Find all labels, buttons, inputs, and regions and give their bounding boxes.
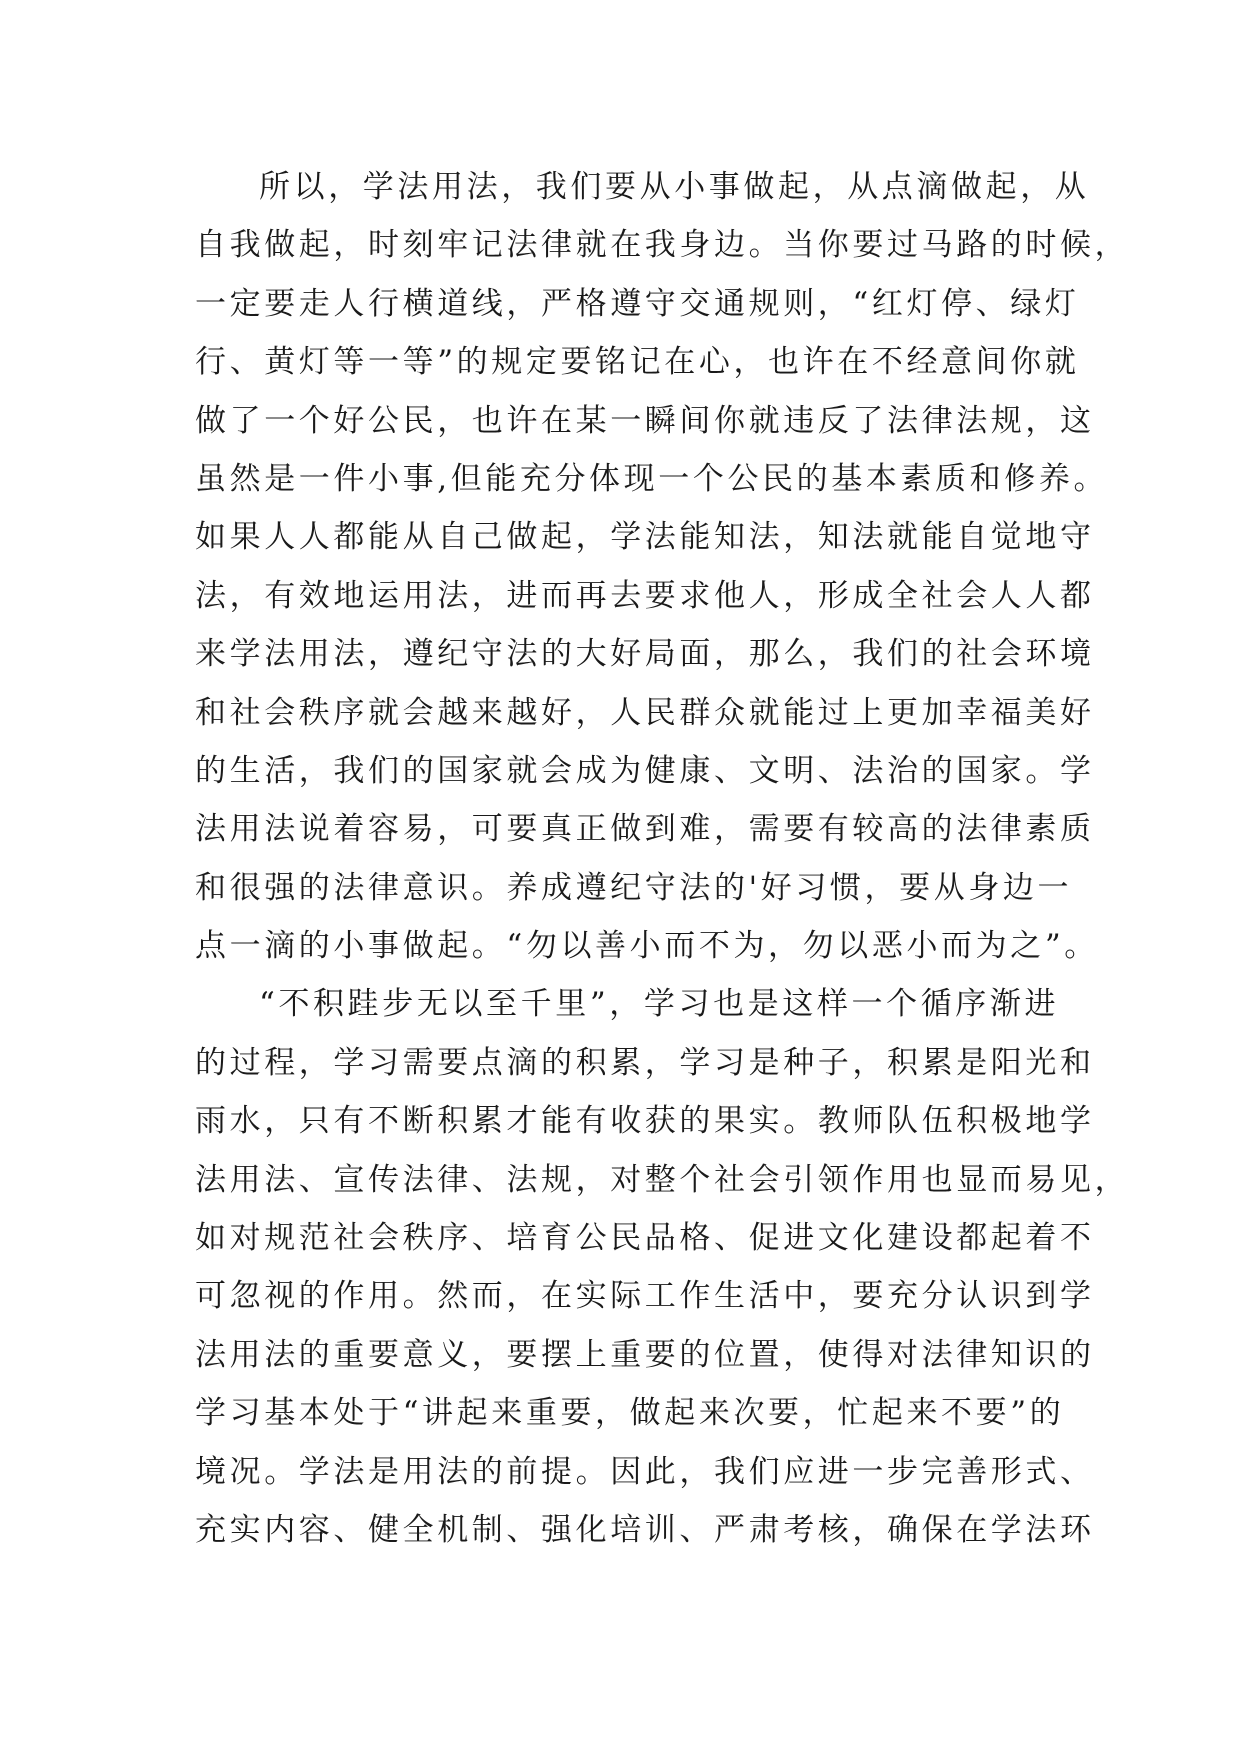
text-line: 法用法的重要意义，要摆上重要的位置，使得对法律知识的: [195, 1336, 1095, 1373]
text-line: 做了一个好公民，也许在某一瞬间你就违反了法律法规，这: [195, 402, 1095, 439]
text-line: 雨水，只有不断积累才能有收获的果实。教师队伍积极地学: [195, 1103, 1095, 1140]
text-line: 一定要走人行横道线，严格遵守交通规则，“红灯停、绿灯: [195, 285, 1080, 322]
paragraph-1: [195, 158, 1130, 975]
text-line: 所以，学法用法，我们要从小事做起，从点滴做起，从: [259, 169, 1090, 205]
text-line: 的生活，我们的国家就会成为健康、文明、法治的国家。学: [195, 752, 1095, 789]
text-line: 法用法、宣传法律、法规，对整个社会引领作用也显而易见，: [195, 1161, 1130, 1198]
text-line: 法用法说着容易，可要真正做到难，需要有较高的法律素质: [195, 811, 1095, 848]
text-line: 如对规范社会秩序、培育公民品格、促进文化建设都起着不: [195, 1220, 1095, 1257]
text-line: 虽然是一件小事,但能充分体现一个公民的基本素质和修养。: [195, 460, 1109, 497]
text-line: 如果人人都能从自己做起，学法能知法，知法就能自觉地守: [195, 519, 1095, 556]
text-line: 和很强的法律意识。养成遵纪守法的'好习惯，要从身边一: [195, 869, 1073, 906]
text-line: 学习基本处于“讲起来重要，做起来次要，忙起来不要”的: [195, 1395, 1065, 1432]
text-line: 点一滴的小事做起。“勿以善小而不为，勿以恶小而为之”。: [195, 928, 1099, 965]
text-line: 和社会秩序就会越来越好，人民群众就能过上更加幸福美好: [195, 694, 1095, 731]
text-line: 的过程，学习需要点滴的积累，学习是种子，积累是阳光和: [195, 1044, 1095, 1081]
text-line: 境况。学法是用法的前提。因此，我们应进一步完善形式、: [195, 1453, 1095, 1490]
text-line: 行、黄灯等一等”的规定要铭记在心，也许在不经意间你就: [195, 344, 1080, 381]
text-line: 法，有效地运用法，进而再去要求他人，形成全社会人人都: [195, 577, 1095, 614]
text-line: 可忽视的作用。然而，在实际工作生活中，要充分认识到学: [195, 1278, 1095, 1315]
text-line: 来学法用法，遵纪守法的大好局面，那么，我们的社会环境: [195, 636, 1095, 673]
text-line: 自我做起，时刻牢记法律就在我身边。当你要过马路的时候，: [195, 227, 1130, 264]
text-line: 充实内容、健全机制、强化培训、严肃考核，确保在学法环: [195, 1511, 1095, 1548]
text-line: “不积跬步无以至千里”，学习也是这样一个循序渐进: [259, 986, 1060, 1023]
document-body: [195, 158, 1130, 1559]
paragraph-2: [195, 975, 1130, 1559]
